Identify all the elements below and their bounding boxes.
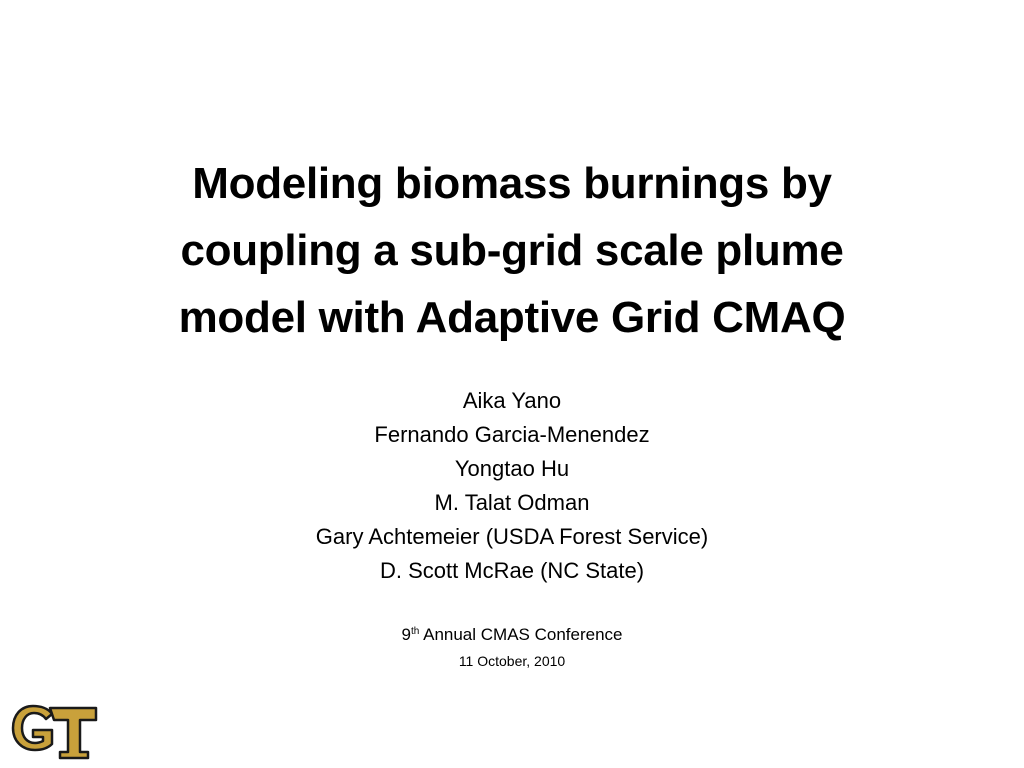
conference-name — [200, 622, 824, 648]
presentation-date: 11 October, 2010 — [458, 653, 566, 669]
slide-title — [80, 150, 944, 351]
author-6: D. Scott McRae (NC State) — [379, 558, 645, 583]
conference-title: Annual CMAS Conference — [423, 625, 623, 644]
title-line-3: model with Adaptive Grid CMAQ — [178, 293, 846, 342]
author-2: Fernando Garcia-Menendez — [374, 422, 650, 447]
gt-logo-icon — [8, 700, 100, 760]
author-5: Gary Achtemeier (USDA Forest Service) — [315, 524, 709, 549]
conference-ordinal: 9 — [401, 625, 411, 644]
author-4: M. Talat Odman — [434, 490, 590, 515]
title-line-1: Modeling biomass burnings by — [192, 159, 832, 208]
conference-ordinal-suffix: th — [410, 626, 420, 637]
author-list — [200, 384, 824, 588]
title-line-2: coupling a sub-grid scale plume — [180, 226, 844, 275]
author-3: Yongtao Hu — [454, 456, 570, 481]
author-1: Aika Yano — [462, 388, 562, 413]
